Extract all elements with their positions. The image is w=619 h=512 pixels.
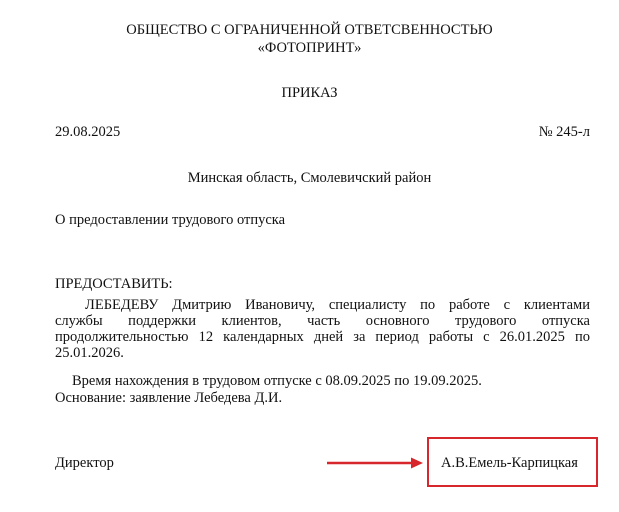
order-basis: Основание: заявление Лебедева Д.И. (55, 390, 283, 406)
signer-name: А.В.Емель-Карпицкая (441, 455, 578, 471)
body-line-4: 25.01.2026. (55, 345, 124, 361)
organization-name-line2: «ФОТОПРИНТ» (257, 40, 362, 56)
order-date: 29.08.2025 (55, 124, 121, 140)
order-subject: О предоставлении трудового отпуска (55, 212, 286, 228)
order-body (55, 297, 590, 361)
vacation-period: Время нахождения в трудовом отпуске с 08.09.2025 по 19.09.2025. (72, 373, 482, 389)
order-action: ПРЕДОСТАВИТЬ: (55, 276, 173, 292)
signer-position: Директор (55, 455, 114, 471)
place: Минская область, Смолевичский район (187, 170, 432, 186)
document-type: ПРИКАЗ (281, 85, 338, 101)
body-line-3: продолжительностью 12 календарных дней за период работы с 26.01.2025 по (55, 329, 590, 345)
body-line-2: службы поддержки клиентов, часть основного трудового отпуска (55, 313, 590, 329)
annotation-arrow-icon (327, 456, 423, 470)
body-line-1: ЛЕБЕДЕВУ Дмитрию Ивановичу, специалисту по работе с клиентами (85, 297, 590, 313)
organization-name-line1: ОБЩЕСТВО С ОГРАНИЧЕННОЙ ОТВЕТСВЕННОСТЬЮ (126, 22, 493, 38)
order-number: № 245-л (538, 124, 590, 140)
